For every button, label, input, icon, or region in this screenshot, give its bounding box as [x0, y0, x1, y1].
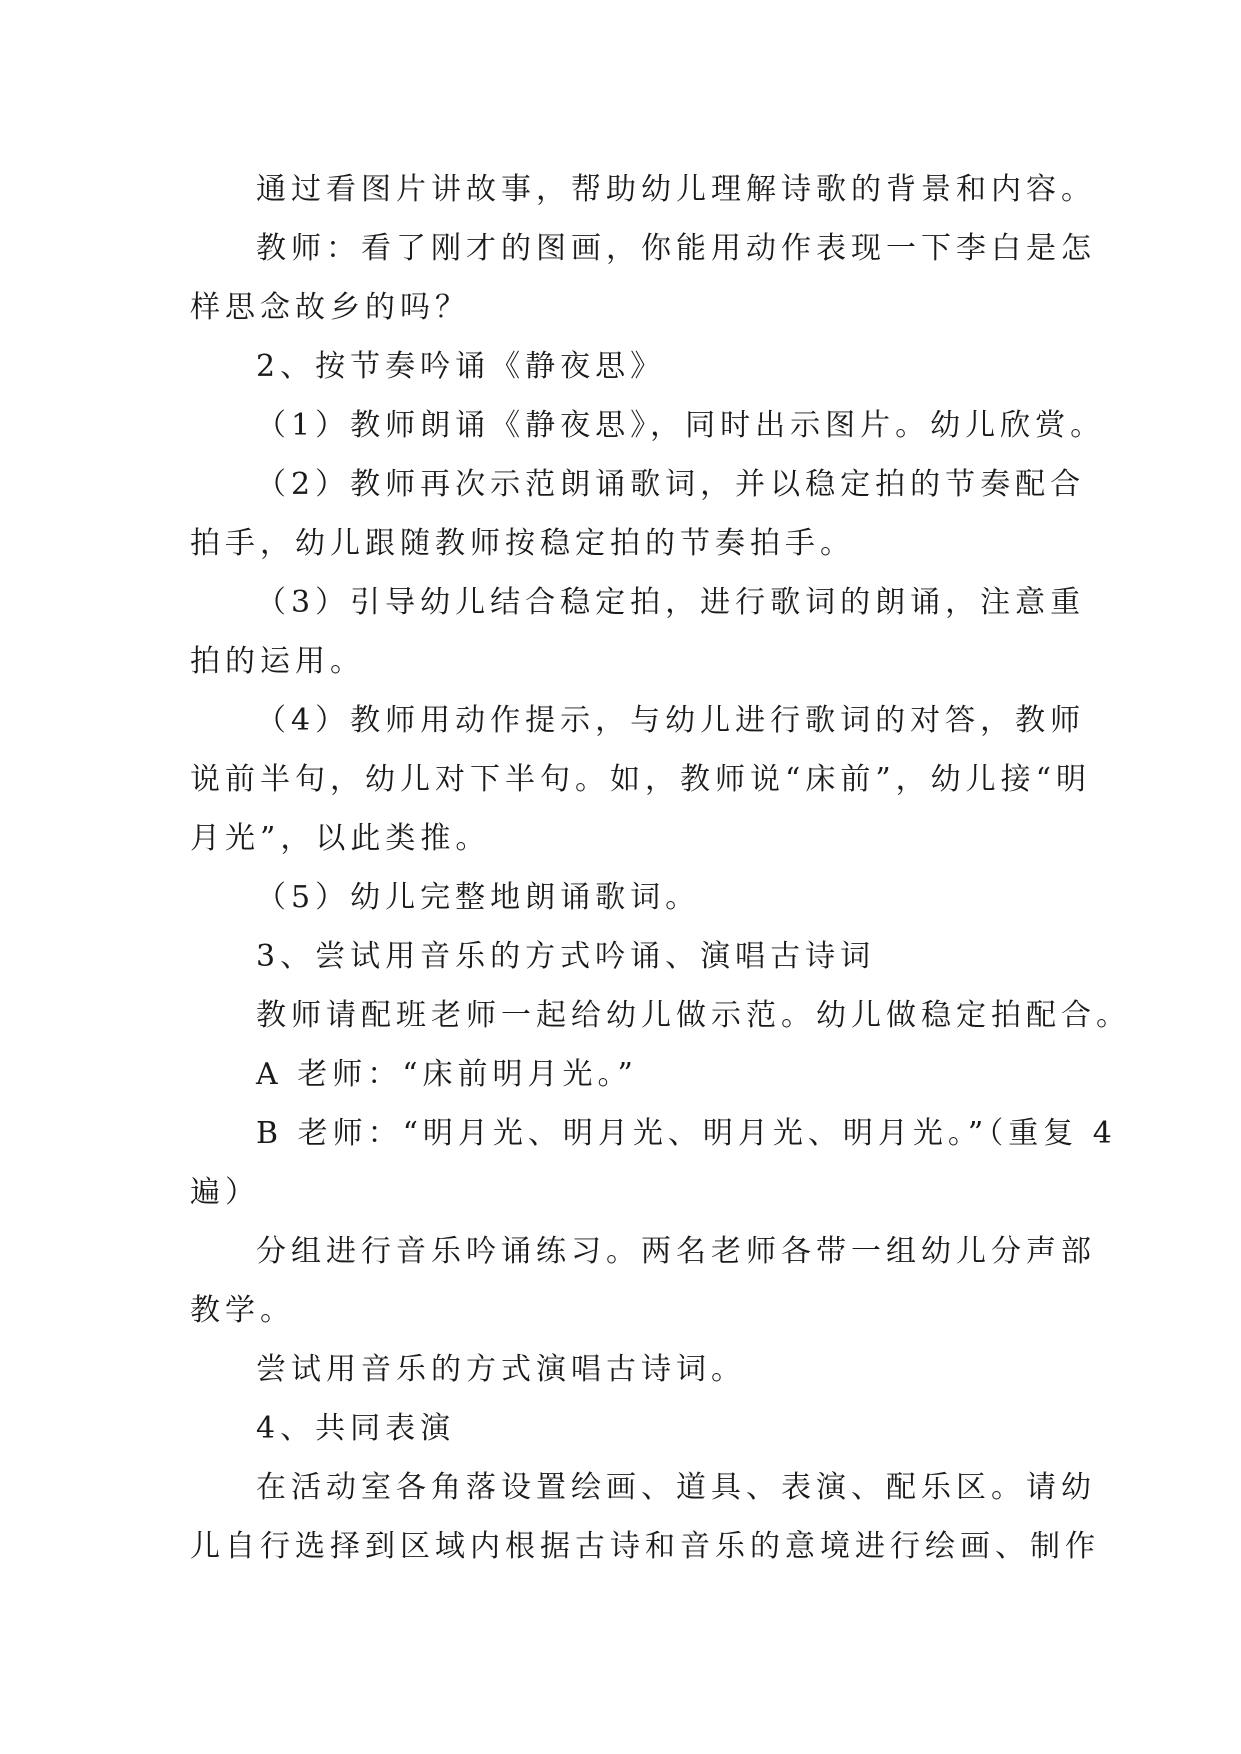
paragraph: [190, 1045, 1060, 1104]
text-line: 分组进行音乐吟诵练习。两名老师各带一组幼儿分声部: [256, 1234, 1096, 1269]
text-line: 2、按节奏吟诵《静夜思》: [256, 349, 666, 384]
paragraph: [190, 986, 1131, 1045]
text-line: 教学。: [190, 1293, 295, 1328]
text-line: 说前半句，幼儿对下半句。如，教师说“床前”，幼儿接“明: [190, 762, 1092, 797]
text-line: A 老师：“床前明月光。”: [256, 1057, 638, 1092]
text-line: （5）幼儿完整地朗诵歌词。: [256, 880, 701, 915]
text-line: 拍手，幼儿跟随教师按稳定拍的节奏拍手。: [190, 526, 855, 561]
paragraph: [190, 396, 1106, 455]
text-line: 通过看图片讲故事，帮助幼儿理解诗歌的背景和内容。: [256, 172, 1096, 207]
paragraph: [190, 1458, 1100, 1576]
text-line: 拍的运用。: [190, 644, 365, 679]
paragraph: [190, 160, 1096, 219]
text-line: （1）教师朗诵《静夜思》，同时出示图片。幼儿欣赏。: [256, 408, 1106, 443]
text-line: 3、尝试用音乐的方式吟诵、演唱古诗词: [256, 939, 876, 974]
text-line: 尝试用音乐的方式演唱古诗词。: [256, 1352, 746, 1387]
text-line: （3）引导幼儿结合稳定拍，进行歌词的朗诵，注意重: [256, 585, 1086, 620]
paragraph: [190, 691, 1092, 868]
paragraph: [190, 927, 1060, 986]
paragraph: [190, 1340, 1060, 1399]
paragraph: [190, 337, 1060, 396]
text-line: 儿自行选择到区域内根据古诗和音乐的意境进行绘画、制作: [190, 1529, 1100, 1564]
text-line: 遍）: [190, 1175, 260, 1210]
text-line: 教师：看了刚才的图画，你能用动作表现一下李白是怎: [256, 231, 1096, 266]
text-line: （2）教师再次示范朗诵歌词，并以稳定拍的节奏配合: [256, 467, 1086, 502]
paragraph: [190, 1222, 1096, 1340]
paragraph: [190, 573, 1086, 691]
paragraph: [190, 1104, 1117, 1222]
document-body: [190, 160, 1131, 1576]
text-line: 月光”，以此类推。: [190, 821, 491, 856]
paragraph: [190, 1399, 1060, 1458]
paragraph: [190, 219, 1096, 337]
text-line: （4）教师用动作提示，与幼儿进行歌词的对答，教师: [256, 703, 1086, 738]
text-line: 4、共同表演: [256, 1411, 456, 1446]
paragraph: [190, 868, 1060, 927]
paragraph: [190, 455, 1086, 573]
text-line: 在活动室各角落设置绘画、道具、表演、配乐区。请幼: [256, 1470, 1096, 1505]
text-line: B 老师：“明月光、明月光、明月光、明月光。”（重复 4: [256, 1116, 1117, 1151]
text-line: 教师请配班老师一起给幼儿做示范。幼儿做稳定拍配合。: [256, 998, 1131, 1033]
text-line: 样思念故乡的吗？: [190, 290, 470, 325]
